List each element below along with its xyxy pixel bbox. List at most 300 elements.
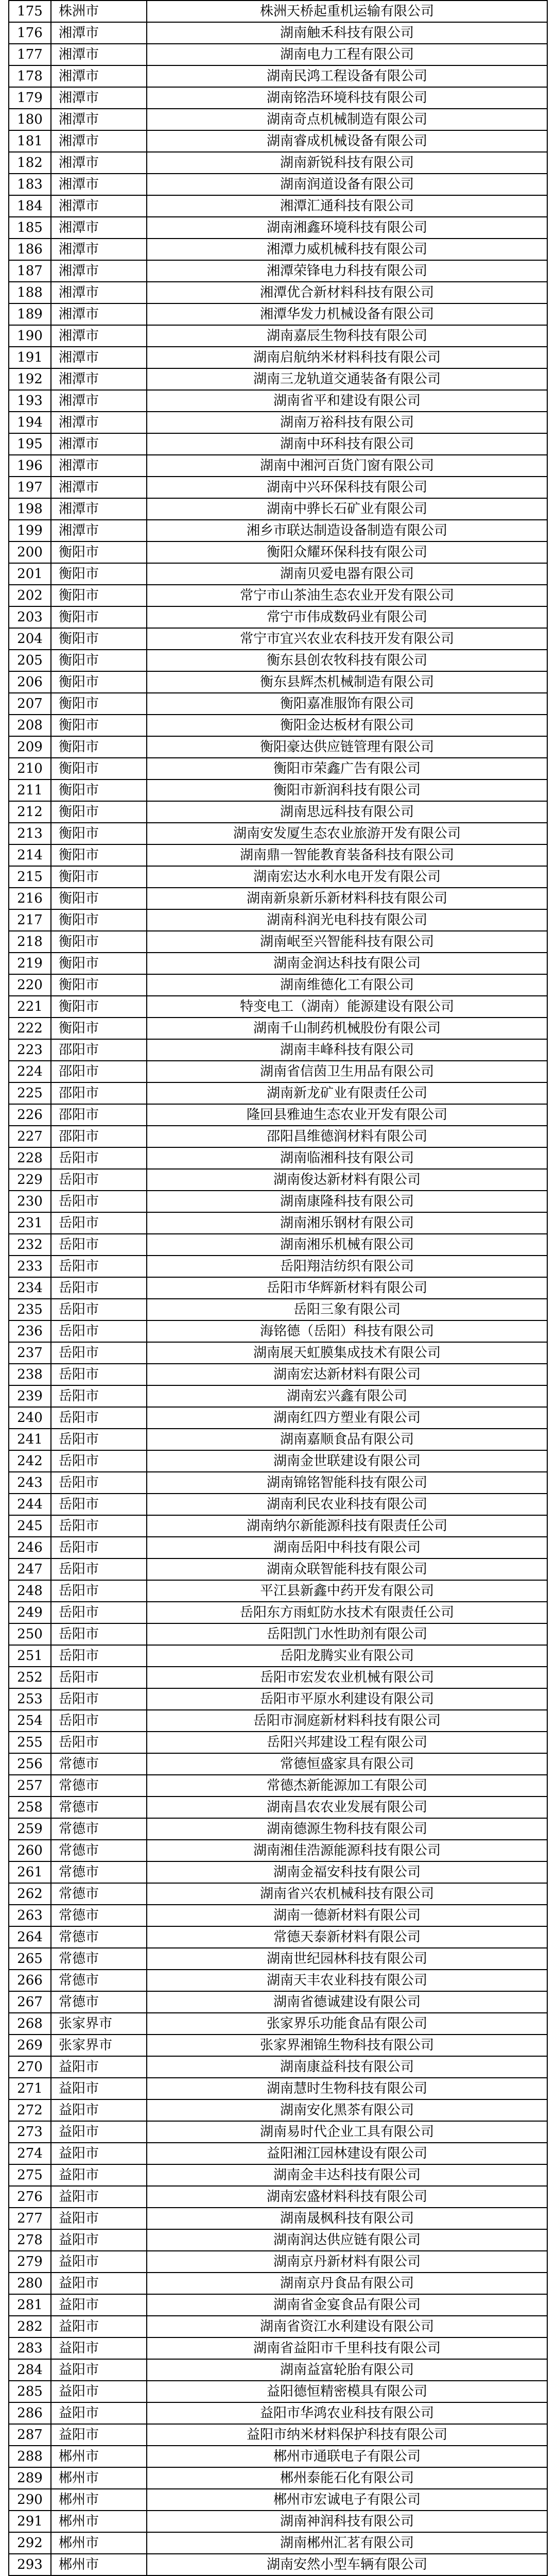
- row-company-name: 衡阳众耀环保科技有限公司: [147, 541, 547, 563]
- row-number: 230: [9, 1191, 51, 1212]
- row-city: 岳阳市: [51, 1256, 147, 1277]
- table-row: [9, 1277, 547, 1299]
- row-number: 264: [9, 1926, 51, 1948]
- row-city: 衡阳市: [51, 628, 147, 650]
- row-number: 290: [9, 2489, 51, 2511]
- row-city: 衡阳市: [51, 996, 147, 1018]
- row-number: 256: [9, 1753, 51, 1775]
- row-city: 岳阳市: [51, 1277, 147, 1299]
- row-city: 常德市: [51, 1797, 147, 1818]
- table-row: [9, 1494, 547, 1515]
- row-company-name: 岳阳兴邦建设工程有限公司: [147, 1732, 547, 1753]
- row-company-name: 益阳湘江园林建设有限公司: [147, 2143, 547, 2164]
- table-row: [9, 2489, 547, 2511]
- table-row: [9, 1342, 547, 1364]
- row-company-name: 湖南中骅长石矿业有限公司: [147, 498, 547, 520]
- row-number: 238: [9, 1364, 51, 1385]
- row-number: 229: [9, 1169, 51, 1191]
- row-city: 湘潭市: [51, 195, 147, 217]
- row-city: 衡阳市: [51, 779, 147, 801]
- row-city: 常德市: [51, 1753, 147, 1775]
- company-list-table: [8, 0, 548, 2576]
- table-row: [9, 2121, 547, 2143]
- table-row: [9, 974, 547, 996]
- row-number: 209: [9, 736, 51, 758]
- table-row: [9, 44, 547, 65]
- row-company-name: 湖南丰峰科技有限公司: [147, 1039, 547, 1061]
- row-company-name: 常宁市山茶油生态农业开发有限公司: [147, 585, 547, 606]
- row-number: 232: [9, 1234, 51, 1256]
- row-city: 岳阳市: [51, 1602, 147, 1623]
- table-row: [9, 1775, 547, 1797]
- row-number: 197: [9, 477, 51, 498]
- row-company-name: 湖南鼎一智能教育装备科技有限公司: [147, 844, 547, 866]
- table-row: [9, 736, 547, 758]
- table-row: [9, 239, 547, 260]
- table-row: [9, 1688, 547, 1710]
- table-row: [9, 303, 547, 325]
- row-company-name: 湖南俊达新材料有限公司: [147, 1169, 547, 1191]
- table-row: [9, 2316, 547, 2337]
- row-company-name: 湖南金丰达科技有限公司: [147, 2164, 547, 2186]
- row-company-name: 岳阳东方雨虹防水技术有限责任公司: [147, 1602, 547, 1623]
- row-company-name: 湖南湘佳浩源能源科技有限公司: [147, 1840, 547, 1861]
- row-number: 193: [9, 390, 51, 412]
- row-number: 208: [9, 715, 51, 736]
- row-city: 岳阳市: [51, 1212, 147, 1234]
- table-row: [9, 65, 547, 87]
- row-company-name: 湖南金世联建设有限公司: [147, 1450, 547, 1472]
- row-number: 243: [9, 1472, 51, 1494]
- row-company-name: 湖南启航纳米材料科技有限公司: [147, 347, 547, 368]
- table-row: [9, 1018, 547, 1039]
- row-company-name: 岳阳翔洁纺织有限公司: [147, 1256, 547, 1277]
- row-city: 常德市: [51, 1991, 147, 2013]
- row-company-name: 湖南三龙轨道交通装备有限公司: [147, 368, 547, 390]
- table-row: [9, 1320, 547, 1342]
- row-city: 益阳市: [51, 2316, 147, 2337]
- row-company-name: 湖南康益科技有限公司: [147, 2056, 547, 2078]
- row-number: 253: [9, 1688, 51, 1710]
- table-row: [9, 2273, 547, 2294]
- row-city: 湘潭市: [51, 152, 147, 174]
- row-number: 275: [9, 2164, 51, 2186]
- row-city: 株洲市: [51, 1, 147, 22]
- row-number: 248: [9, 1580, 51, 1602]
- row-city: 岳阳市: [51, 1515, 147, 1537]
- row-number: 241: [9, 1429, 51, 1450]
- row-number: 259: [9, 1818, 51, 1840]
- table-row: [9, 779, 547, 801]
- table-row: [9, 1645, 547, 1667]
- row-number: 270: [9, 2056, 51, 2078]
- row-company-name: 湖南纳尔新能源科技有限责任公司: [147, 1515, 547, 1537]
- row-company-name: 株洲天桥起重机运输有限公司: [147, 1, 547, 22]
- table-row: [9, 1515, 547, 1537]
- row-company-name: 湖南中环科技有限公司: [147, 433, 547, 455]
- row-city: 岳阳市: [51, 1580, 147, 1602]
- row-company-name: 湖南宏盛材料科技有限公司: [147, 2186, 547, 2208]
- row-number: 285: [9, 2381, 51, 2402]
- row-number: 269: [9, 2035, 51, 2056]
- row-company-name: 郴州市宏诚电子有限公司: [147, 2489, 547, 2511]
- row-company-name: 湘潭华发力机械设备有限公司: [147, 303, 547, 325]
- table-row: [9, 1082, 547, 1104]
- row-company-name: 隆回县雅迪生态农业开发有限公司: [147, 1104, 547, 1126]
- table-row: [9, 1883, 547, 1905]
- row-company-name: 岳阳龙腾实业有限公司: [147, 1645, 547, 1667]
- table-row: [9, 2467, 547, 2489]
- row-number: 199: [9, 520, 51, 541]
- row-company-name: 湖南德源生物科技有限公司: [147, 1818, 547, 1840]
- row-company-name: 湖南湘乐钢材有限公司: [147, 1212, 547, 1234]
- table-row: [9, 2359, 547, 2381]
- row-city: 益阳市: [51, 2099, 147, 2121]
- row-company-name: 湖南万裕科技有限公司: [147, 412, 547, 433]
- table-row: [9, 1472, 547, 1494]
- row-number: 194: [9, 412, 51, 433]
- row-number: 224: [9, 1061, 51, 1082]
- row-city: 益阳市: [51, 2186, 147, 2208]
- row-city: 岳阳市: [51, 1429, 147, 1450]
- row-number: 291: [9, 2511, 51, 2532]
- row-number: 216: [9, 888, 51, 909]
- table-row: [9, 650, 547, 671]
- row-number: 190: [9, 325, 51, 347]
- row-city: 益阳市: [51, 2273, 147, 2294]
- row-company-name: 衡阳豪达供应链管理有限公司: [147, 736, 547, 758]
- row-company-name: 湘乡市联达制造设备制造有限公司: [147, 520, 547, 541]
- table-row: [9, 541, 547, 563]
- row-number: 178: [9, 65, 51, 87]
- row-company-name: 湖南省金宴食品有限公司: [147, 2294, 547, 2316]
- row-city: 湘潭市: [51, 239, 147, 260]
- row-city: 衡阳市: [51, 563, 147, 585]
- row-number: 231: [9, 1212, 51, 1234]
- row-city: 常德市: [51, 1926, 147, 1948]
- table-row: [9, 671, 547, 693]
- row-company-name: 张家界乐功能食品有限公司: [147, 2013, 547, 2035]
- table-row: [9, 1407, 547, 1429]
- row-number: 179: [9, 87, 51, 109]
- table-row: [9, 412, 547, 433]
- table-row: [9, 217, 547, 239]
- row-company-name: 海铭德（岳阳）科技有限公司: [147, 1320, 547, 1342]
- row-number: 204: [9, 628, 51, 650]
- row-city: 湘潭市: [51, 260, 147, 282]
- row-number: 252: [9, 1667, 51, 1688]
- row-company-name: 常宁市宜兴农业农科技开发有限公司: [147, 628, 547, 650]
- row-number: 192: [9, 368, 51, 390]
- table-row: [9, 2099, 547, 2121]
- row-company-name: 益阳市纳米材料保护科技有限公司: [147, 2424, 547, 2446]
- row-company-name: 湖南思远科技有限公司: [147, 801, 547, 823]
- row-city: 岳阳市: [51, 1537, 147, 1558]
- table-row: [9, 2056, 547, 2078]
- row-city: 衡阳市: [51, 974, 147, 996]
- row-company-name: 湘潭荣锋电力科技有限公司: [147, 260, 547, 282]
- row-number: 274: [9, 2143, 51, 2164]
- row-city: 衡阳市: [51, 823, 147, 844]
- row-number: 222: [9, 1018, 51, 1039]
- row-city: 益阳市: [51, 2164, 147, 2186]
- row-number: 211: [9, 779, 51, 801]
- row-city: 常德市: [51, 1840, 147, 1861]
- row-company-name: 湖南科润光电科技有限公司: [147, 909, 547, 931]
- table-row: [9, 585, 547, 606]
- row-city: 湘潭市: [51, 44, 147, 65]
- row-city: 衡阳市: [51, 693, 147, 715]
- row-company-name: 湖南中湘河百货门窗有限公司: [147, 455, 547, 477]
- row-company-name: 湖南金福安科技有限公司: [147, 1861, 547, 1883]
- row-city: 岳阳市: [51, 1688, 147, 1710]
- table-row: [9, 2229, 547, 2251]
- row-company-name: 湖南天丰农业科技有限公司: [147, 1970, 547, 1991]
- table-row: [9, 2381, 547, 2402]
- row-company-name: 衡阳市荣鑫广告有限公司: [147, 758, 547, 779]
- row-company-name: 特变电工（湖南）能源建设有限公司: [147, 996, 547, 1018]
- row-city: 衡阳市: [51, 909, 147, 931]
- row-city: 张家界市: [51, 2013, 147, 2035]
- row-number: 175: [9, 1, 51, 22]
- row-city: 湘潭市: [51, 368, 147, 390]
- row-city: 常德市: [51, 1775, 147, 1797]
- row-city: 衡阳市: [51, 953, 147, 974]
- row-company-name: 湖南民鸿工程设备有限公司: [147, 65, 547, 87]
- row-number: 292: [9, 2532, 51, 2554]
- row-number: 281: [9, 2294, 51, 2316]
- row-city: 衡阳市: [51, 585, 147, 606]
- row-number: 257: [9, 1775, 51, 1797]
- row-city: 湘潭市: [51, 520, 147, 541]
- row-city: 湘潭市: [51, 130, 147, 152]
- row-number: 245: [9, 1515, 51, 1537]
- table-row: [9, 325, 547, 347]
- row-company-name: 衡阳市新润科技有限公司: [147, 779, 547, 801]
- row-company-name: 湖南锦铭智能科技有限公司: [147, 1472, 547, 1494]
- row-city: 郴州市: [51, 2489, 147, 2511]
- row-company-name: 湖南益富轮胎有限公司: [147, 2359, 547, 2381]
- row-city: 常德市: [51, 1883, 147, 1905]
- row-number: 183: [9, 174, 51, 195]
- row-company-name: 湘潭汇通科技有限公司: [147, 195, 547, 217]
- row-city: 岳阳市: [51, 1169, 147, 1191]
- row-number: 228: [9, 1147, 51, 1169]
- table-row: [9, 1667, 547, 1688]
- table-row: [9, 2164, 547, 2186]
- row-company-name: 湖南宏达新材料有限公司: [147, 1364, 547, 1385]
- row-city: 郴州市: [51, 2532, 147, 2554]
- table-row: [9, 1926, 547, 1948]
- row-number: 265: [9, 1948, 51, 1970]
- table-row: [9, 996, 547, 1018]
- row-number: 237: [9, 1342, 51, 1364]
- row-number: 181: [9, 130, 51, 152]
- row-city: 常德市: [51, 1818, 147, 1840]
- row-city: 岳阳市: [51, 1494, 147, 1515]
- row-city: 湘潭市: [51, 303, 147, 325]
- row-company-name: 邵阳昌维德润材料有限公司: [147, 1126, 547, 1147]
- table-row: [9, 2078, 547, 2099]
- table-row: [9, 1212, 547, 1234]
- row-number: 200: [9, 541, 51, 563]
- row-company-name: 湖南新泉新乐新材料科技有限公司: [147, 888, 547, 909]
- table-row: [9, 1450, 547, 1472]
- row-city: 常德市: [51, 1948, 147, 1970]
- row-city: 岳阳市: [51, 1191, 147, 1212]
- row-company-name: 湖南安然小型车辆有限公司: [147, 2554, 547, 2575]
- row-city: 湘潭市: [51, 390, 147, 412]
- row-number: 278: [9, 2229, 51, 2251]
- row-number: 196: [9, 455, 51, 477]
- row-number: 282: [9, 2316, 51, 2337]
- row-city: 郴州市: [51, 2467, 147, 2489]
- row-city: 衡阳市: [51, 866, 147, 888]
- row-number: 223: [9, 1039, 51, 1061]
- row-company-name: 湖南神润科技有限公司: [147, 2511, 547, 2532]
- row-city: 郴州市: [51, 2446, 147, 2467]
- row-company-name: 湖南电力工程有限公司: [147, 44, 547, 65]
- row-city: 益阳市: [51, 2337, 147, 2359]
- row-company-name: 湖南千山制药机械股份有限公司: [147, 1018, 547, 1039]
- row-city: 湘潭市: [51, 455, 147, 477]
- row-number: 191: [9, 347, 51, 368]
- row-company-name: 常德杰新能源加工有限公司: [147, 1775, 547, 1797]
- row-city: 益阳市: [51, 2251, 147, 2273]
- row-city: 张家界市: [51, 2035, 147, 2056]
- row-number: 206: [9, 671, 51, 693]
- row-number: 219: [9, 953, 51, 974]
- table-row: [9, 520, 547, 541]
- row-number: 185: [9, 217, 51, 239]
- row-number: 293: [9, 2554, 51, 2575]
- table-row: [9, 1948, 547, 1970]
- row-company-name: 湖南晟枫科技有限公司: [147, 2208, 547, 2229]
- row-city: 湘潭市: [51, 109, 147, 130]
- company-list-body: [9, 1, 547, 2576]
- table-row: [9, 606, 547, 628]
- row-city: 邵阳市: [51, 1126, 147, 1147]
- table-row: [9, 693, 547, 715]
- row-number: 227: [9, 1126, 51, 1147]
- row-number: 250: [9, 1623, 51, 1645]
- row-city: 衡阳市: [51, 671, 147, 693]
- table-row: [9, 2186, 547, 2208]
- row-company-name: 湖南嘉顺食品有限公司: [147, 1429, 547, 1450]
- table-row: [9, 1753, 547, 1775]
- row-city: 衡阳市: [51, 736, 147, 758]
- table-row: [9, 498, 547, 520]
- row-company-name: 岳阳市洞庭新材料科技有限公司: [147, 1710, 547, 1732]
- row-city: 益阳市: [51, 2424, 147, 2446]
- row-company-name: 湘潭力威机械科技有限公司: [147, 239, 547, 260]
- row-company-name: 岳阳三象有限公司: [147, 1299, 547, 1320]
- row-city: 岳阳市: [51, 1320, 147, 1342]
- row-company-name: 湖南省信茵卫生用品有限公司: [147, 1061, 547, 1082]
- row-number: 261: [9, 1861, 51, 1883]
- table-row: [9, 1623, 547, 1645]
- row-city: 岳阳市: [51, 1407, 147, 1429]
- table-row: [9, 2554, 547, 2575]
- table-row: [9, 368, 547, 390]
- table-row: [9, 2424, 547, 2446]
- row-number: 213: [9, 823, 51, 844]
- row-city: 岳阳市: [51, 1364, 147, 1385]
- table-row: [9, 2251, 547, 2273]
- row-number: 215: [9, 866, 51, 888]
- row-company-name: 湖南触禾科技有限公司: [147, 22, 547, 44]
- row-company-name: 湖南临湘科技有限公司: [147, 1147, 547, 1169]
- row-company-name: 湖南新龙矿业有限责任公司: [147, 1082, 547, 1104]
- row-number: 202: [9, 585, 51, 606]
- row-company-name: 湖南郴州汇茗有限公司: [147, 2532, 547, 2554]
- row-number: 180: [9, 109, 51, 130]
- row-city: 益阳市: [51, 2359, 147, 2381]
- row-number: 267: [9, 1991, 51, 2013]
- row-number: 255: [9, 1732, 51, 1753]
- row-city: 邵阳市: [51, 1039, 147, 1061]
- row-company-name: 湖南省德诚建设有限公司: [147, 1991, 547, 2013]
- row-number: 284: [9, 2359, 51, 2381]
- row-company-name: 湖南宏达水利水电开发有限公司: [147, 866, 547, 888]
- table-row: [9, 1970, 547, 1991]
- row-number: 236: [9, 1320, 51, 1342]
- row-number: 205: [9, 650, 51, 671]
- row-company-name: 益阳市华鸿农业科技有限公司: [147, 2402, 547, 2424]
- row-company-name: 湖南贝爱电器有限公司: [147, 563, 547, 585]
- row-number: 217: [9, 909, 51, 931]
- table-row: [9, 260, 547, 282]
- row-city: 衡阳市: [51, 801, 147, 823]
- row-city: 岳阳市: [51, 1472, 147, 1494]
- row-number: 187: [9, 260, 51, 282]
- row-number: 286: [9, 2402, 51, 2424]
- table-row: [9, 1385, 547, 1407]
- table-row: [9, 2402, 547, 2424]
- row-company-name: 湖南奇点机械制造有限公司: [147, 109, 547, 130]
- row-company-name: 湖南湘鑫环境科技有限公司: [147, 217, 547, 239]
- row-city: 湘潭市: [51, 412, 147, 433]
- table-row: [9, 2013, 547, 2035]
- table-row: [9, 801, 547, 823]
- table-row: [9, 22, 547, 44]
- row-number: 226: [9, 1104, 51, 1126]
- row-company-name: 湖南慧时生物科技有限公司: [147, 2078, 547, 2099]
- row-company-name: 湖南岷至兴智能科技有限公司: [147, 931, 547, 953]
- row-number: 189: [9, 303, 51, 325]
- row-company-name: 衡东县辉杰机械制造有限公司: [147, 671, 547, 693]
- row-city: 湘潭市: [51, 477, 147, 498]
- table-row: [9, 931, 547, 953]
- table-row: [9, 866, 547, 888]
- row-city: 常德市: [51, 1861, 147, 1883]
- row-city: 湘潭市: [51, 174, 147, 195]
- row-number: 218: [9, 931, 51, 953]
- table-row: [9, 563, 547, 585]
- row-number: 188: [9, 282, 51, 303]
- row-company-name: 衡阳嘉准服饰有限公司: [147, 693, 547, 715]
- table-row: [9, 1797, 547, 1818]
- table-row: [9, 109, 547, 130]
- row-number: 258: [9, 1797, 51, 1818]
- table-row: [9, 1861, 547, 1883]
- table-row: [9, 1169, 547, 1191]
- table-row: [9, 715, 547, 736]
- row-number: 260: [9, 1840, 51, 1861]
- row-city: 湘潭市: [51, 498, 147, 520]
- row-number: 246: [9, 1537, 51, 1558]
- row-number: 201: [9, 563, 51, 585]
